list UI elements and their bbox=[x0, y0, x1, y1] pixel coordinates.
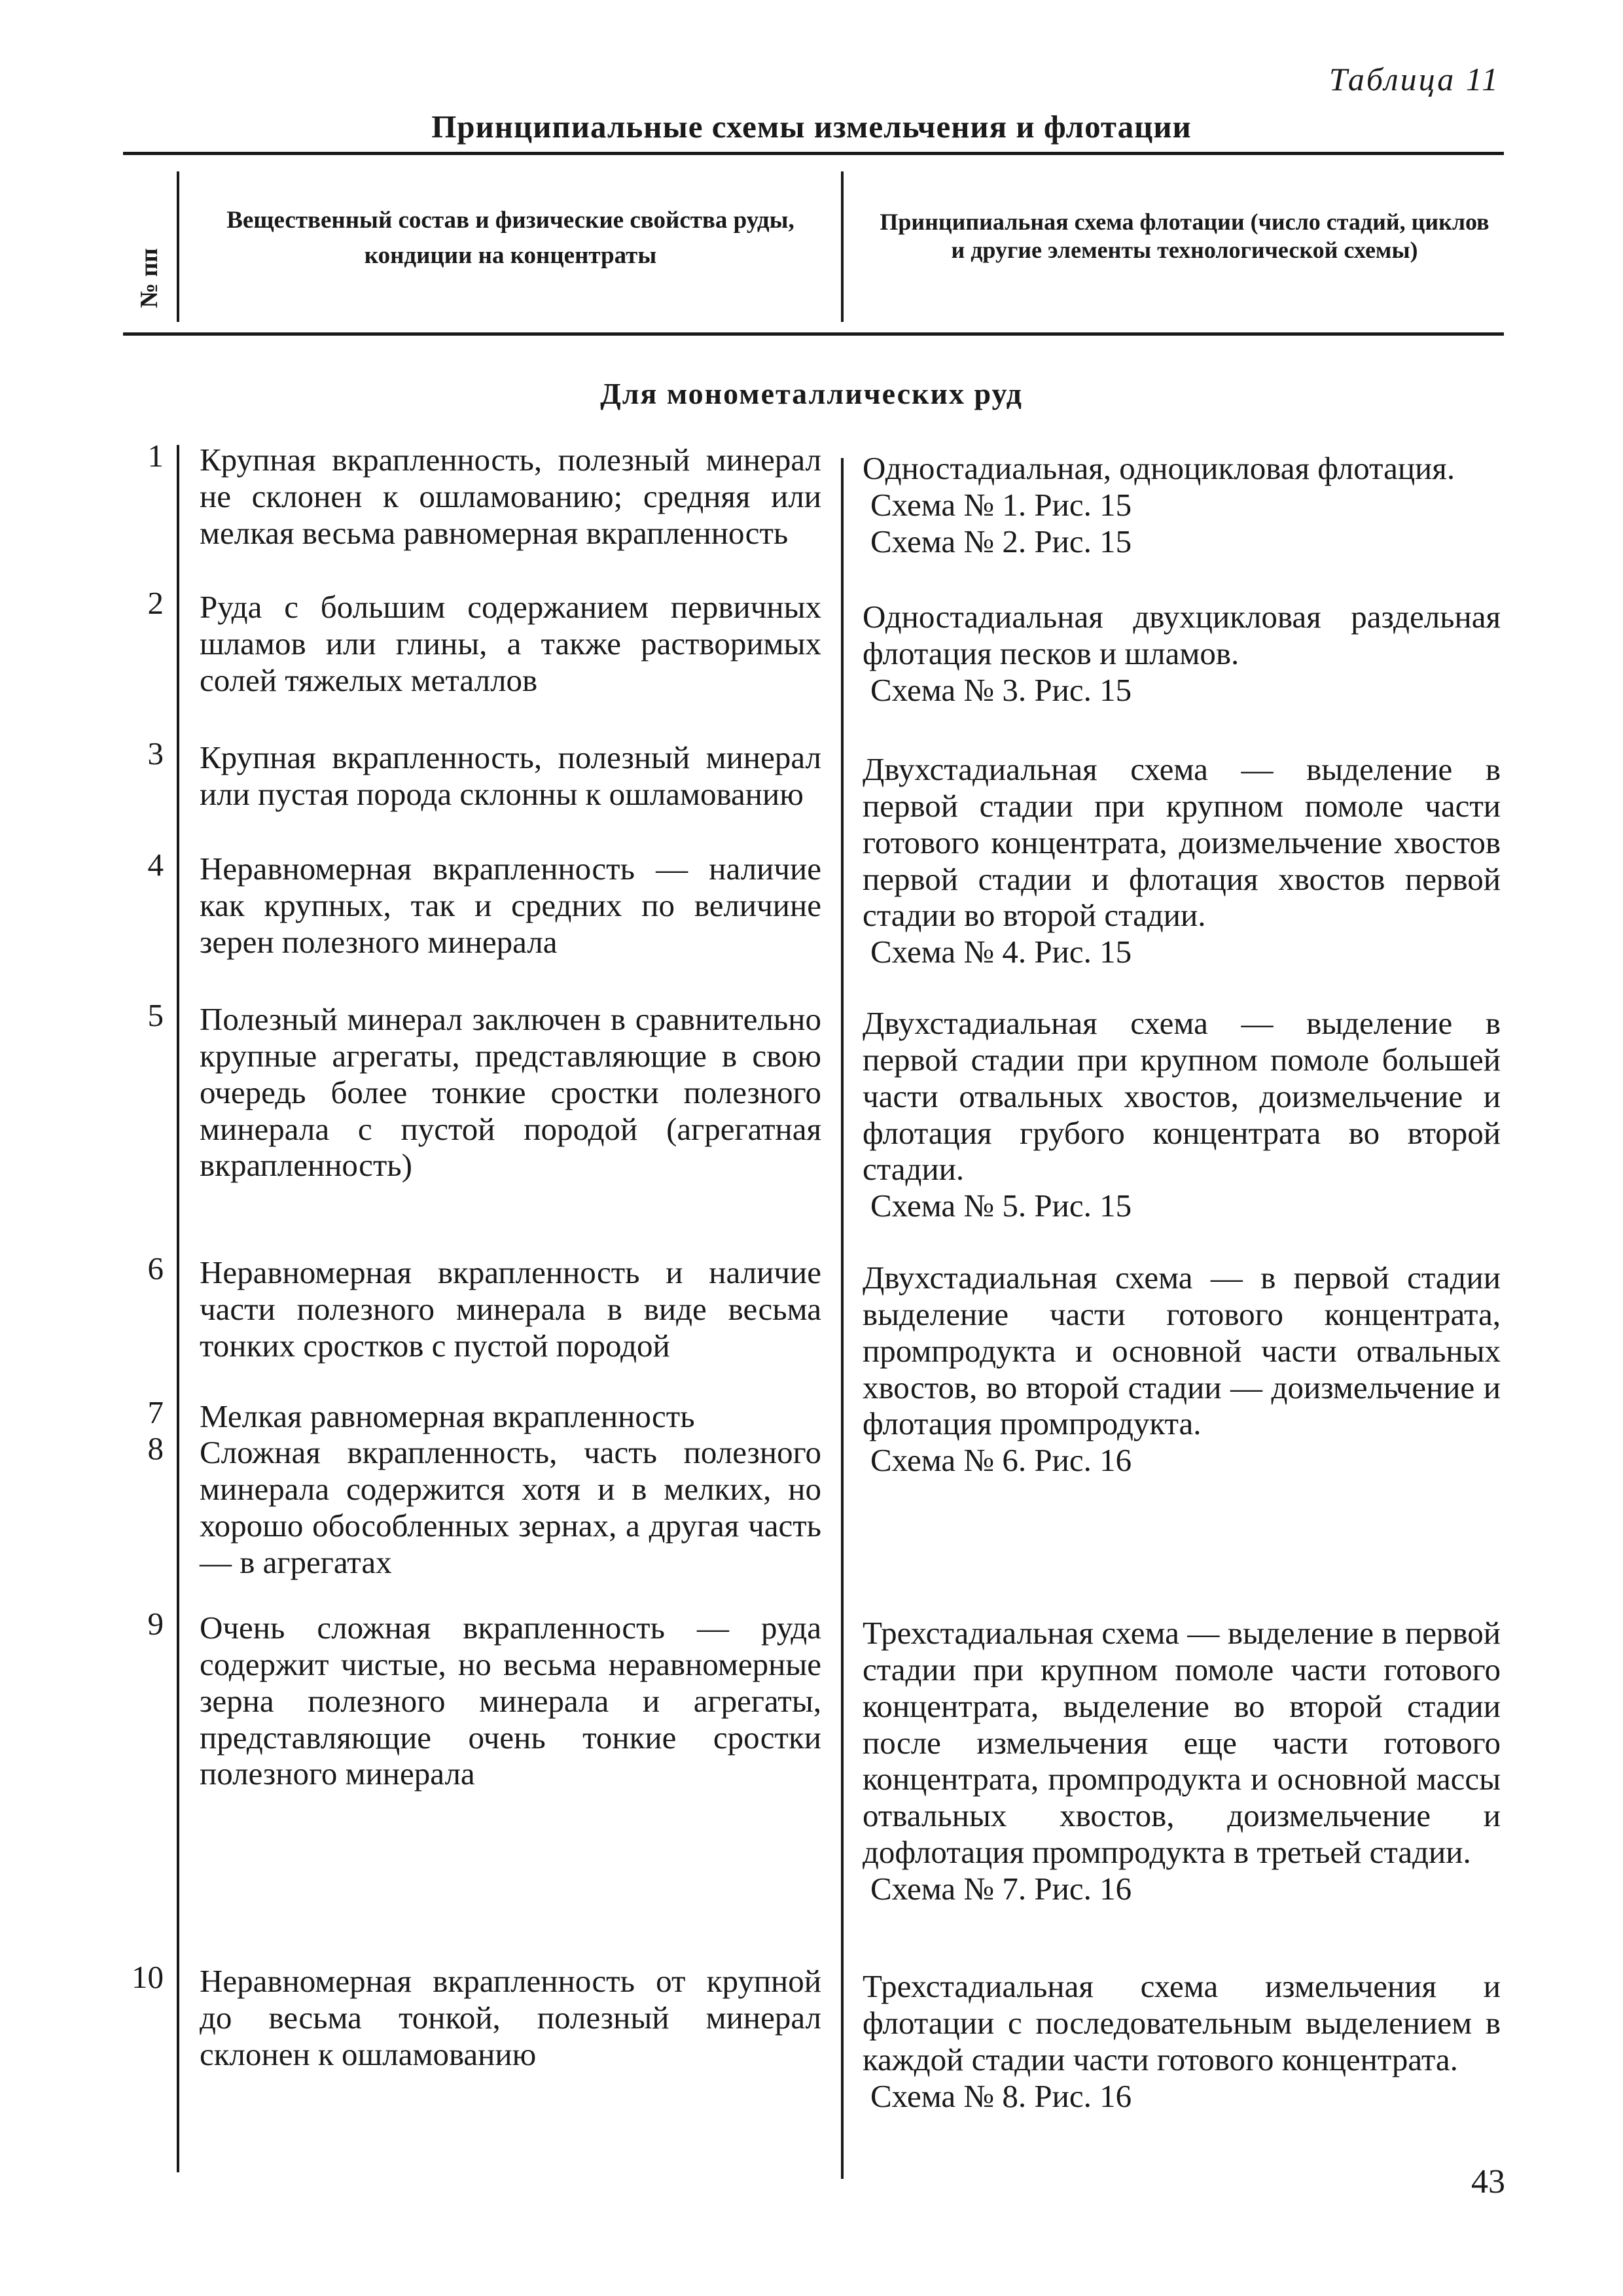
scheme-text: Трехстадиальная схема — выделение в первой стадии при крупном помоле части готового концентрата, выделение во второй стадии после измельчения еще части готового концентрата, промпродукта и основной массы отвальных хвостов, доизмельчение и дофлотация промпродукта в третьей стадии. bbox=[863, 1615, 1501, 1871]
row-composition-5: Полезный минерал заключен в сравнительно крупные агрегаты, представляющие в свою очередь более тонкие сростки полезного минерала с пустой породой (агрегатная вкрапленность) bbox=[200, 1001, 821, 1184]
row-scheme-block-1 bbox=[863, 450, 1501, 560]
header-bottom-rule bbox=[123, 332, 1504, 336]
row-scheme-block-3-4 bbox=[863, 751, 1501, 970]
scheme-reference: Схема № 6. Рис. 16 bbox=[870, 1442, 1132, 1479]
row-composition-1: Крупная вкрапленность, полезный минерал не склонен к ошламованию; средняя или мелкая весьма равномерная вкрапленность bbox=[200, 442, 821, 551]
row-number: 5 bbox=[147, 997, 164, 1033]
header-divider-2 bbox=[841, 171, 844, 322]
row-scheme-block-10 bbox=[863, 1968, 1501, 2114]
scheme-reference: Схема № 8. Рис. 16 bbox=[870, 2077, 1132, 2114]
header-number-label: № пп bbox=[135, 248, 163, 308]
row-number: 7 bbox=[147, 1394, 164, 1430]
row-number: 8 bbox=[147, 1430, 164, 1466]
scheme-reference: Схема № 7. Рис. 16 bbox=[870, 1871, 1132, 1907]
row-number: 9 bbox=[147, 1606, 164, 1642]
row-number: 10 bbox=[132, 1959, 164, 1995]
scheme-reference: Схема № 1. Рис. 15 bbox=[870, 486, 1132, 523]
row-composition-10: Неравномерная вкрапленность от крупной до весьма тонкой, полезный минерал склонен к ошламованию bbox=[200, 1963, 821, 2072]
row-scheme-block-9 bbox=[863, 1615, 1501, 1907]
row-number: 1 bbox=[147, 438, 164, 474]
row-number: 3 bbox=[147, 735, 164, 771]
row-number: 4 bbox=[147, 847, 164, 883]
row-composition-9: Очень сложная вкрапленность — руда содержит чистые, но весьма неравномерные зерна полезного минерала и агрегаты, представляющие очень тонкие сростки полезного минерала bbox=[200, 1610, 821, 1792]
body-divider-1 bbox=[177, 445, 179, 2172]
row-number: 6 bbox=[147, 1250, 164, 1286]
scheme-reference: Схема № 4. Рис. 15 bbox=[870, 934, 1132, 970]
header-number-column bbox=[130, 236, 169, 321]
scheme-reference: Схема № 5. Рис. 15 bbox=[870, 1188, 1132, 1224]
scheme-text: Двухстадиальная схема — выделение в первой стадии при крупном помоле части готового концентрата, доизмельчение хвостов первой стадии и флотация хвостов первой стадии во второй стадии. bbox=[863, 751, 1501, 934]
scheme-reference: Схема № 2. Рис. 15 bbox=[870, 523, 1132, 559]
scheme-text: Двухстадиальная схема — выделение в первой стадии при крупном помоле большей части отвальных хвостов, доизмельчение и флотация грубого концентрата во второй стадии. bbox=[863, 1005, 1501, 1188]
row-composition-8: Сложная вкрапленность, часть полезного минерала содержится хотя и в мелких, но хорошо обособленных зернах, а другая часть — в агрегатах bbox=[200, 1434, 821, 1580]
header-divider-1 bbox=[177, 171, 179, 322]
body-divider-2 bbox=[841, 458, 844, 2179]
section-title: Для монометаллических руд bbox=[600, 377, 1023, 410]
row-scheme-block-2 bbox=[863, 599, 1501, 709]
header-top-rule bbox=[123, 152, 1504, 155]
scheme-reference: Схема № 3. Рис. 15 bbox=[870, 671, 1132, 708]
row-composition-4: Неравномерная вкрапленность — наличие как крупных, так и средних по величине зерен полезного минерала bbox=[200, 851, 821, 960]
header-composition-column: Вещественный состав и физические свойства руды, кондиции на концентраты bbox=[226, 207, 794, 269]
scheme-text: Одностадиальная двухцикловая раздельная флотация песков и шламов. bbox=[863, 599, 1501, 671]
row-number: 2 bbox=[147, 585, 164, 621]
row-composition-6: Неравномерная вкрапленность и наличие части полезного минерала в виде весьма тонких сростков с пустой породой bbox=[200, 1254, 821, 1364]
page-number: 43 bbox=[1471, 2163, 1505, 2200]
table-label: Таблица 11 bbox=[1329, 61, 1500, 97]
row-composition-3: Крупная вкрапленность, полезный минерал или пустая порода склонны к ошламованию bbox=[200, 739, 821, 812]
table-title: Принципиальные схемы измельчения и флотации bbox=[431, 109, 1192, 145]
row-composition-2: Руда с большим содержанием первичных шламов или глины, а также растворимых солей тяжелых металлов bbox=[200, 589, 821, 698]
header-scheme-column: Принципиальная схема флотации (число стадий, циклов и другие элементы технологической схемы) bbox=[880, 209, 1489, 264]
scheme-text: Двухстадиальная схема — в первой стадии выделение части готового концентрата, промпродукта и основной части отвальных хвостов, во второй стадии — доизмельчение и флотация промпродукта. bbox=[863, 1260, 1501, 1442]
scheme-text: Трехстадиальная схема измельчения и флотации с последовательным выделением в каждой стадии части готового концентрата. bbox=[863, 1968, 1501, 2077]
row-composition-7: Мелкая равномерная вкрапленность bbox=[200, 1398, 695, 1434]
row-scheme-block-6-8 bbox=[863, 1260, 1501, 1479]
row-scheme-block-5 bbox=[863, 1005, 1501, 1224]
scheme-text: Одностадиальная, одноцикловая флотация. bbox=[863, 450, 1455, 486]
